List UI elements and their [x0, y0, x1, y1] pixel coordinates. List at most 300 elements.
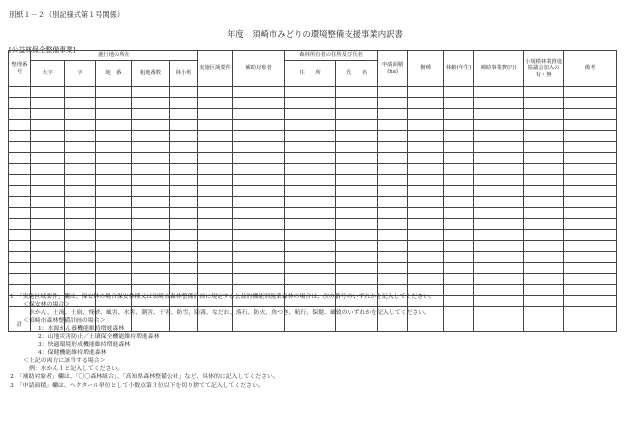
table-cell [444, 230, 474, 241]
table-cell [378, 274, 408, 285]
table-cell [408, 186, 444, 197]
table-cell [378, 175, 408, 186]
table-cell [233, 153, 285, 164]
table-cell [132, 164, 170, 175]
table-cell [524, 120, 564, 131]
table-cell [9, 164, 31, 175]
table-row [9, 197, 617, 208]
table-cell [474, 186, 524, 197]
header-area: 申請面積(ha) [378, 51, 408, 87]
header-oaza: 大字 [31, 61, 65, 87]
table-cell [524, 131, 564, 142]
table-cell [474, 98, 524, 109]
note-plan-2: 2：山地災害防止／土壌保全機能維持増進森林 [38, 334, 160, 341]
table-cell [233, 142, 285, 153]
table-cell [96, 263, 132, 274]
table-cell [564, 153, 617, 164]
notes [10, 293, 435, 390]
table-row [9, 219, 617, 230]
table-cell [524, 274, 564, 285]
table-cell [9, 186, 31, 197]
table-cell [31, 197, 65, 208]
table-cell [9, 274, 31, 285]
table-cell [336, 120, 378, 131]
note-plan-3: 3：快適環境形成機能維持増進森林 [38, 342, 131, 349]
table-cell [65, 142, 96, 153]
note-2: 2 「補助対象者」欄は、「〇〇森林組合」、「高知県森林整備公社」など、具体的に記入してください。 [10, 374, 279, 381]
note-example: 例：水かん１と記入してください。 [29, 366, 124, 373]
table-cell [285, 175, 336, 186]
table-cell [65, 252, 96, 263]
table-cell [408, 98, 444, 109]
table-cell [444, 131, 474, 142]
table-cell [233, 274, 285, 285]
table-cell [96, 131, 132, 142]
table-cell [524, 208, 564, 219]
table-cell [474, 87, 524, 98]
document-title: 年度 須崎市みどりの環境整備支援事業内訳書 [227, 29, 403, 39]
table-cell [564, 285, 617, 296]
table-cell [31, 263, 65, 274]
table-cell [524, 296, 564, 307]
table-cell [233, 197, 285, 208]
table-row [9, 142, 617, 153]
table-cell [378, 109, 408, 120]
table-cell [336, 186, 378, 197]
table-cell [524, 219, 564, 230]
table-cell [132, 230, 170, 241]
table-cell [285, 109, 336, 120]
table-cell [9, 252, 31, 263]
table-row [9, 98, 617, 109]
table-cell [31, 219, 65, 230]
header-name: 氏 名 [336, 61, 378, 87]
table-cell [132, 131, 170, 142]
table-cell [408, 263, 444, 274]
section-label: [公益林保全整備事業] [9, 46, 76, 54]
table-cell [170, 153, 198, 164]
table-cell [65, 241, 96, 252]
note-hoanrin-list: 水かん、土流、土崩、飛砂、風害、水害、潮害、干害、防雪、防霧、なだれ、落石、防火、魚つき、航行、保健、風致のいずれかを記入してください。 [29, 310, 431, 317]
table-cell [198, 153, 233, 164]
table-cell [336, 197, 378, 208]
table-cell [132, 208, 170, 219]
table-cell [96, 230, 132, 241]
table-cell [65, 186, 96, 197]
table-cell [96, 87, 132, 98]
table-cell [170, 230, 198, 241]
table-cell [336, 241, 378, 252]
table-cell [31, 98, 65, 109]
table-cell [233, 186, 285, 197]
table-cell [96, 109, 132, 120]
table-cell [474, 252, 524, 263]
table-cell [336, 87, 378, 98]
table-cell [474, 241, 524, 252]
table-cell [285, 131, 336, 142]
table-cell [233, 241, 285, 252]
table-cell [408, 120, 444, 131]
table-cell [31, 142, 65, 153]
table-cell [233, 175, 285, 186]
table-cell [9, 175, 31, 186]
table-cell [31, 252, 65, 263]
table-cell [378, 87, 408, 98]
table-cell [378, 230, 408, 241]
table-cell [170, 274, 198, 285]
table-cell [285, 252, 336, 263]
table-cell [378, 252, 408, 263]
table-cell [444, 186, 474, 197]
table-cell [524, 109, 564, 120]
table-cell [96, 241, 132, 252]
table-cell [564, 252, 617, 263]
table-cell [96, 153, 132, 164]
table-cell [9, 208, 31, 219]
table-cell [524, 142, 564, 153]
header-owner-group: 森林所有者の住所及び氏名 [285, 51, 378, 61]
table-cell [378, 208, 408, 219]
header-membership: 小規模林業推進協議会加入の有・無 [524, 51, 564, 87]
table-cell [132, 274, 170, 285]
table-cell [564, 131, 617, 142]
table-cell [285, 142, 336, 153]
table-cell [170, 241, 198, 252]
table-cell [378, 186, 408, 197]
table-cell [65, 120, 96, 131]
table-cell [198, 120, 233, 131]
annex-label: 別紙１－２（別記様式第１号関係） [9, 10, 125, 19]
table-cell [31, 153, 65, 164]
table-cell [198, 175, 233, 186]
table-cell [285, 274, 336, 285]
table-cell [408, 175, 444, 186]
table-cell [132, 142, 170, 153]
table-cell [96, 208, 132, 219]
table-cell [170, 208, 198, 219]
table-row [9, 87, 617, 98]
table-cell [336, 175, 378, 186]
table-cell [170, 219, 198, 230]
table-cell [65, 263, 96, 274]
table-cell [524, 241, 564, 252]
table-cell [96, 142, 132, 153]
table-cell [336, 263, 378, 274]
table-cell [444, 153, 474, 164]
table-cell [233, 87, 285, 98]
table-cell [474, 208, 524, 219]
table-cell [233, 219, 285, 230]
table-cell [65, 109, 96, 120]
table-cell [198, 230, 233, 241]
table-cell [408, 230, 444, 241]
note-heading-both: ＜上記の両方に該当する場合＞ [23, 358, 106, 365]
breakdown-table [8, 50, 617, 332]
table-cell [444, 296, 474, 307]
table-cell [170, 87, 198, 98]
table-cell [96, 252, 132, 263]
header-no: 整理番号 [9, 51, 31, 87]
table-cell [336, 252, 378, 263]
table-cell [285, 197, 336, 208]
table-cell [31, 109, 65, 120]
table-cell [31, 208, 65, 219]
table-cell [132, 153, 170, 164]
table-cell [408, 109, 444, 120]
table-cell [65, 274, 96, 285]
table-cell [444, 307, 474, 332]
table-cell [524, 230, 564, 241]
table-cell [474, 164, 524, 175]
header-sokuchi: 租地番数 [132, 61, 170, 87]
table-cell [444, 241, 474, 252]
table-cell [444, 109, 474, 120]
header-requirement: 実施区域要件 [198, 51, 233, 87]
table-cell [132, 241, 170, 252]
table-cell [444, 219, 474, 230]
table-cell [285, 219, 336, 230]
table-cell [198, 131, 233, 142]
table-row [9, 241, 617, 252]
table-cell [31, 274, 65, 285]
table-cell [96, 175, 132, 186]
table-cell [285, 120, 336, 131]
table-cell [564, 175, 617, 186]
table-cell [336, 274, 378, 285]
table-cell [336, 208, 378, 219]
table-cell [9, 142, 31, 153]
table-cell [198, 263, 233, 274]
table-cell [564, 307, 617, 332]
table-cell [96, 164, 132, 175]
table-cell [96, 274, 132, 285]
table-cell [170, 131, 198, 142]
header-age: 林齢(年生) [444, 51, 474, 87]
header-chiban: 地 番 [96, 61, 132, 87]
table-cell [65, 175, 96, 186]
table-cell [132, 120, 170, 131]
table-cell [198, 142, 233, 153]
table-cell [474, 175, 524, 186]
table-cell [285, 87, 336, 98]
table-cell [378, 241, 408, 252]
header-target: 補助対象者 [233, 51, 285, 87]
table-cell [9, 230, 31, 241]
table-row [9, 175, 617, 186]
table-cell [408, 274, 444, 285]
table-cell [31, 241, 65, 252]
table-cell [378, 120, 408, 131]
table-row [9, 109, 617, 120]
note-plan-4: 4：保健機能維持増進森林 [38, 350, 107, 357]
table-cell [9, 98, 31, 109]
table-cell [336, 230, 378, 241]
table-cell [564, 186, 617, 197]
total-label: 計 [9, 307, 31, 332]
table-cell [233, 263, 285, 274]
table-cell [378, 131, 408, 142]
table-cell [198, 186, 233, 197]
table-cell [564, 219, 617, 230]
table-cell [378, 164, 408, 175]
table-cell [132, 109, 170, 120]
table-cell [233, 109, 285, 120]
table-cell [285, 153, 336, 164]
table-cell [198, 219, 233, 230]
table-cell [132, 98, 170, 109]
header-cost: 補助事業費(円) [474, 51, 524, 87]
table-cell [9, 131, 31, 142]
table-cell [198, 208, 233, 219]
table-cell [474, 131, 524, 142]
table-cell [444, 197, 474, 208]
table-cell [444, 175, 474, 186]
table-cell [444, 285, 474, 296]
table-cell [198, 252, 233, 263]
table-cell [564, 263, 617, 274]
table-cell [198, 197, 233, 208]
table-row [9, 252, 617, 263]
table-cell [408, 208, 444, 219]
table-cell [96, 219, 132, 230]
table-cell [524, 197, 564, 208]
table-cell [132, 252, 170, 263]
table-cell [31, 120, 65, 131]
table-cell [170, 197, 198, 208]
table-cell [524, 98, 564, 109]
table-cell [378, 197, 408, 208]
note-plan-1: 1：水源かん養機能維持増進森林 [38, 326, 125, 333]
table-cell [233, 230, 285, 241]
table-cell [378, 219, 408, 230]
note-3: 3 「申請面積」欄は、ヘクタール単位として小数点第３位以下を切り捨てて記入してください。 [10, 382, 264, 389]
table-cell [96, 98, 132, 109]
table-cell [444, 252, 474, 263]
table-cell [170, 142, 198, 153]
table-cell [31, 87, 65, 98]
table-cell [285, 230, 336, 241]
table-cell [474, 219, 524, 230]
table-cell [524, 164, 564, 175]
table-cell [65, 197, 96, 208]
table-cell [474, 120, 524, 131]
table-cell [474, 197, 524, 208]
table-cell [524, 307, 564, 332]
table-row [9, 153, 617, 164]
table-cell [233, 98, 285, 109]
header-address: 住 所 [285, 61, 336, 87]
table-cell [564, 274, 617, 285]
table-cell [31, 164, 65, 175]
table-cell [233, 131, 285, 142]
table-cell [285, 263, 336, 274]
table-cell [524, 175, 564, 186]
table-cell [170, 109, 198, 120]
table-cell [336, 153, 378, 164]
table-cell [444, 87, 474, 98]
header-remarks: 備考 [564, 51, 617, 87]
table-cell [336, 164, 378, 175]
table-cell [378, 142, 408, 153]
table-cell [408, 131, 444, 142]
table-row [9, 230, 617, 241]
table-cell [444, 98, 474, 109]
table-cell [96, 186, 132, 197]
table-cell [233, 164, 285, 175]
note-heading-plan: ＜須崎市森林整備計画の場合＞ [23, 318, 106, 325]
table-cell [170, 164, 198, 175]
table-cell [170, 120, 198, 131]
table-cell [524, 285, 564, 296]
table-cell [285, 241, 336, 252]
table-cell [524, 153, 564, 164]
table-cell [31, 175, 65, 186]
table-cell [336, 109, 378, 120]
table-cell [65, 87, 96, 98]
table-cell [9, 219, 31, 230]
table-cell [564, 197, 617, 208]
table-cell [444, 142, 474, 153]
table-cell [9, 241, 31, 252]
table-cell [9, 109, 31, 120]
table-cell [564, 109, 617, 120]
table-cell [474, 307, 524, 332]
table-cell [233, 252, 285, 263]
table-cell [198, 87, 233, 98]
table-cell [285, 164, 336, 175]
table-cell [524, 87, 564, 98]
table-cell [65, 164, 96, 175]
table-cell [524, 252, 564, 263]
table-cell [233, 208, 285, 219]
table-cell [96, 197, 132, 208]
table-cell [564, 296, 617, 307]
table-cell [564, 241, 617, 252]
table-cell [524, 186, 564, 197]
table-cell [9, 263, 31, 274]
table-cell [474, 230, 524, 241]
table-cell [198, 98, 233, 109]
table-cell [9, 120, 31, 131]
table-cell [132, 186, 170, 197]
table-row [9, 186, 617, 197]
table-cell [474, 274, 524, 285]
table-cell [9, 197, 31, 208]
table-cell [408, 164, 444, 175]
table-cell [170, 98, 198, 109]
table-row [9, 263, 617, 274]
table-cell [408, 219, 444, 230]
table-cell [285, 98, 336, 109]
table-cell [65, 98, 96, 109]
table-cell [378, 263, 408, 274]
table-cell [198, 241, 233, 252]
table-cell [564, 120, 617, 131]
table-cell [65, 219, 96, 230]
table-cell [564, 208, 617, 219]
table-cell [564, 164, 617, 175]
table-cell [233, 120, 285, 131]
table-cell [198, 109, 233, 120]
table-cell [378, 98, 408, 109]
table-cell [31, 186, 65, 197]
table-cell [170, 263, 198, 274]
table-cell [132, 219, 170, 230]
table-cell [444, 208, 474, 219]
table-cell [170, 175, 198, 186]
table-cell [170, 252, 198, 263]
table-cell [65, 208, 96, 219]
